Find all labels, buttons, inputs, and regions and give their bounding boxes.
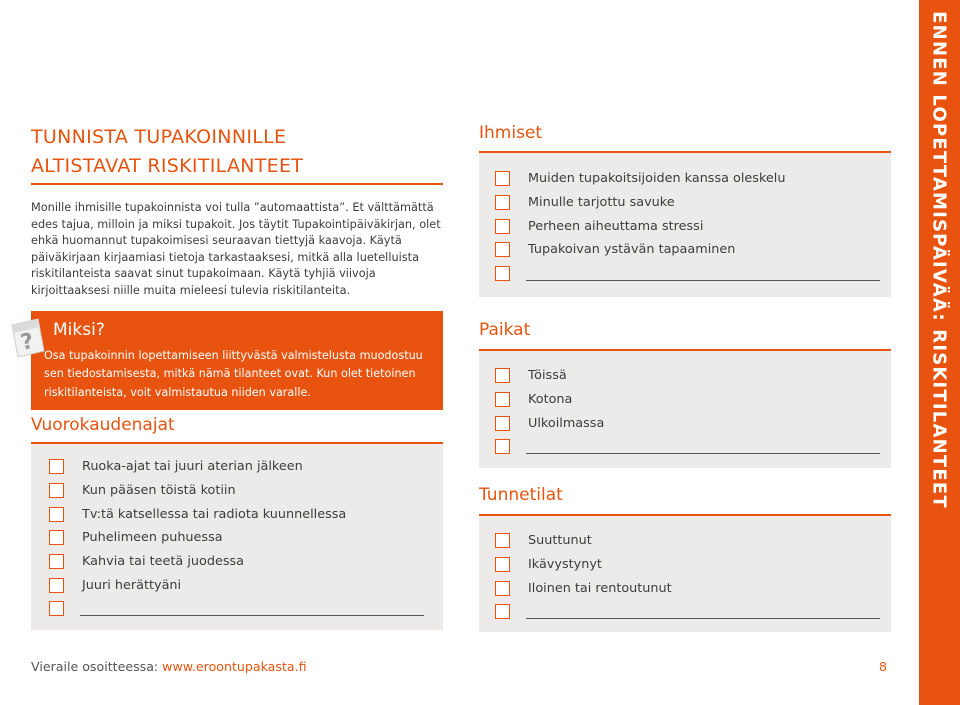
people-checklist [495,167,880,285]
checkbox[interactable] [495,242,510,257]
checklist-label: Kun pääsen töistä kotiin [82,483,236,499]
checklist-label: Suuttunut [528,533,592,549]
section-title-places: Paikat [479,320,531,340]
checklist-label: Puhelimeen puhuessa [82,530,223,546]
checklist-label: Minulle tarjottu savuke [528,195,675,211]
checkbox[interactable] [495,581,510,596]
checkbox[interactable] [495,533,510,548]
section-title-people: Ihmiset [479,123,543,143]
footer-label: Vieraile osoitteessa: [31,659,159,674]
checklist-item [495,388,880,412]
checklist-label: Ruoka-ajat tai juuri aterian jälkeen [82,459,303,475]
checklist-label: Ikävystynyt [528,557,602,573]
page-title [31,123,443,181]
checklist-item [49,526,429,550]
page-number: 8 [879,659,888,674]
checkbox[interactable] [495,557,510,572]
svg-text:?: ? [18,328,37,357]
checklist-item-blank [495,600,880,624]
checklist-item [495,364,880,388]
checklist-item [49,502,429,526]
checklist-item-blank [495,262,880,286]
time-checklist [49,455,429,621]
people-divider [479,151,891,153]
footer-link[interactable]: www.eroontupakasta.fi [162,659,307,674]
checkbox[interactable] [49,554,64,569]
checklist-label: Kahvia tai teetä juodessa [82,554,244,570]
checkbox[interactable] [495,266,510,281]
time-divider [31,442,443,444]
checklist-label: Tupakoivan ystävän tapaaminen [528,242,736,258]
why-heading: Miksi? [53,320,105,340]
places-divider [479,349,891,351]
checkbox[interactable] [495,368,510,383]
checkbox[interactable] [49,578,64,593]
checkbox[interactable] [49,601,64,616]
checklist-label: Töissä [528,368,567,384]
title-line-2: ALTISTAVAT RISKITILANTEET [31,155,304,177]
checkbox[interactable] [49,530,64,545]
checklist-item [49,455,429,479]
checkbox[interactable] [49,483,64,498]
title-line-1: TUNNISTA TUPAKOINNILLE [31,126,287,148]
checkbox[interactable] [495,416,510,431]
checklist-item [495,167,880,191]
checkbox[interactable] [49,507,64,522]
write-in-line[interactable] [526,280,880,281]
checklist-item [495,191,880,215]
write-in-line[interactable] [80,615,424,616]
checklist-item [495,214,880,238]
checkbox[interactable] [49,459,64,474]
section-title-time: Vuorokaudenajat [31,415,175,435]
checklist-item [495,576,880,600]
checklist-item [49,573,429,597]
checklist-label: Ulkoilmassa [528,415,605,431]
write-in-line[interactable] [526,618,880,619]
side-banner-text: ENNEN LOPETTAMISPÄIVÄÄ: RISKITILANTEET [928,11,950,509]
checkbox[interactable] [495,219,510,234]
checklist-item-blank [49,597,429,621]
checklist-label: Tv:tä katsellessa tai radiota kuunnellessa [82,506,347,522]
footer [31,659,307,674]
checklist-item [49,550,429,574]
checklist-label: Perheen aiheuttama stressi [528,218,704,234]
places-checklist [495,364,880,459]
checklist-item [495,411,880,435]
checkbox[interactable] [495,195,510,210]
checklist-item [495,529,880,553]
write-in-line[interactable] [526,453,880,454]
checkbox[interactable] [495,604,510,619]
intro-paragraph: Monille ihmisille tupakoinnista voi tulla ”automaattista”. Et välttämättä edes tajua, milloin ja miksi tupakoit. Jos täytit Tupakointipäiväkirjan, olet ehkä huomannut tupakoimisesi seuraavan tiettyjä kaavoja. Käytä päiväkirjaan kirjaamiasi tietoja tarkastaaksesi, mitkä alla luetelluista riskitilanteista saavat sinut tupakoimaan. Käytä tyhjiä viivoja kirjoittaaksesi niille muita mieleesi tulevia riskitilanteita. [31,201,441,297]
checkbox[interactable] [495,171,510,186]
checklist-item-blank [495,435,880,459]
feelings-checklist [495,529,880,624]
checklist-label: Iloinen tai rentoutunut [528,580,672,596]
checkbox[interactable] [495,392,510,407]
checklist-item [495,238,880,262]
checklist-item [495,553,880,577]
checklist-item [49,479,429,503]
checklist-label: Kotona [528,392,573,408]
checklist-label: Juuri herättyäni [82,577,182,593]
title-divider [31,183,443,185]
checkbox[interactable] [495,439,510,454]
checklist-label: Muiden tupakoitsijoiden kanssa oleskelu [528,171,786,187]
section-title-feelings: Tunnetilat [479,485,563,505]
why-text: Osa tupakoinnin lopettamiseen liittyvästä valmistelusta muodostuu sen tiedostamisesta, mitkä nämä tilanteet ovat. Kun olet tietoinen riskitilanteista, voit valmistautua niiden varalle. [44,349,423,399]
feelings-divider [479,514,891,516]
question-mark-icon [8,317,46,359]
